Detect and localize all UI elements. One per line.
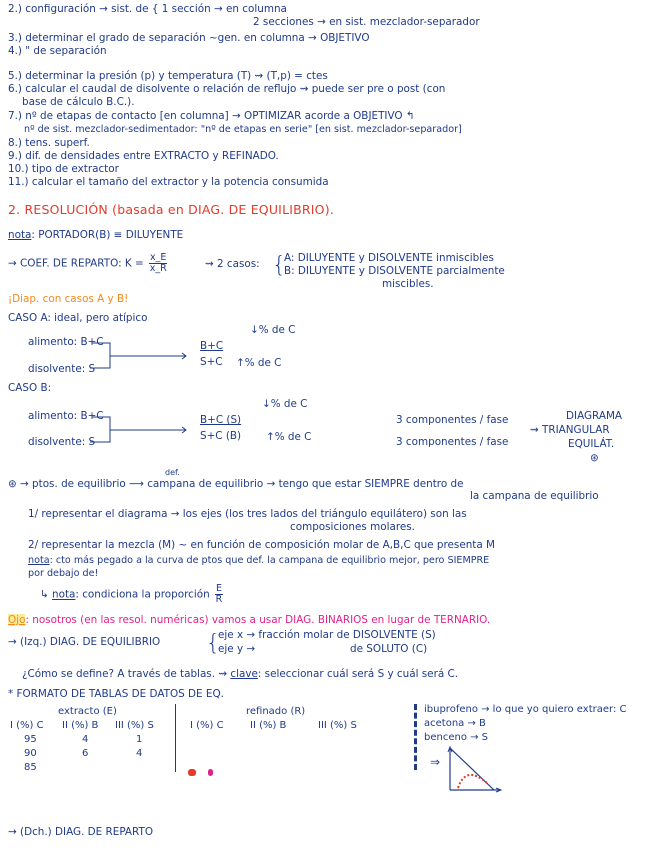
nota-text: : PORTADOR(B) ≡ DILUYENTE xyxy=(31,229,184,241)
step-1: 1/ representar el diagrama → los ejes (los tres lados del triángulo equilátero) son las xyxy=(28,508,467,520)
coef-fraction xyxy=(149,253,167,274)
caso-a-disolvente: disolvente: S xyxy=(28,363,96,375)
caso-a-bot-note: ↑% de C xyxy=(236,357,282,369)
coef-num: x_E xyxy=(150,252,167,263)
star-mark: ⊛ xyxy=(590,452,599,464)
dch-diag: → (Dch.) DIAG. DE REPARTO xyxy=(8,826,154,838)
caso-b-def: B: DILUYENTE y DISOLVENTE parcialmente xyxy=(284,265,505,277)
refinado-header-s: III (%) S xyxy=(318,720,357,731)
row-1-b: 4 xyxy=(82,734,89,745)
caso-b-def2: miscibles. xyxy=(382,278,434,290)
diag-tri-3: EQUILÁT. xyxy=(568,438,615,450)
line-tamano: 11.) calcular el tamaño del extractor y la potencia consumida xyxy=(8,176,329,188)
step-1b: composiciones molares. xyxy=(290,521,415,533)
line-configuracion-b: 2 secciones → en sist. mezclador-separador xyxy=(253,16,480,28)
ojo-text: : nosotros (en las resol. numéricas) vamos a usar DIAG. BINARIOS en lugar de TERNARIO. xyxy=(25,614,491,626)
row-2-s: 4 xyxy=(136,748,143,759)
prop-fraction xyxy=(215,584,223,605)
prop-num: E xyxy=(215,583,222,594)
como-text: ¿Cómo se define? A través de tablas. ⇝ xyxy=(22,668,228,680)
extracto-header-b: II (%) B xyxy=(62,720,99,731)
nota2-label: nota xyxy=(28,555,50,566)
acetona: acetona → B xyxy=(424,718,486,729)
clave-label: clave xyxy=(230,668,258,680)
clave-text: : seleccionar cuál será S y cuál será C. xyxy=(257,668,459,680)
caso-a-top: B+C xyxy=(200,340,224,352)
nota2-text: : cto más pegado a la curva de ptos que def. la campana de equilibrio mejor, pero SIEMPRE xyxy=(49,555,490,566)
refinado-label: refinado (R) xyxy=(246,706,306,717)
caso-b-alimento: alimento: B+C xyxy=(28,410,104,422)
line-etapas-b: nº de sist. mezclador-sedimentador: "nº de etapas en serie" [en sist. mezclador-separador] xyxy=(24,124,462,135)
caso-a-title: CASO A: ideal, pero atípico xyxy=(8,312,148,324)
caso-b-title: CASO B: xyxy=(8,382,52,394)
nota3-text: : condiciona la proporción xyxy=(75,588,210,601)
extracto-header-s: III (%) S xyxy=(115,720,154,731)
caso-b-top-note: ↓% de C xyxy=(262,398,308,410)
caso-b-comp2: 3 componentes / fase xyxy=(396,436,509,448)
coef-label: → COEF. DE REPARTO: K = xyxy=(8,257,144,270)
casos-label: ⇝ 2 casos: xyxy=(205,258,260,270)
red-dot-marker xyxy=(188,769,196,776)
ibuprofeno: ibuprofeno → lo que yo quiero extraer: C xyxy=(424,704,627,715)
extracto-header-c: I (%) C xyxy=(10,720,44,731)
izq-diag: → (Izq.) DIAG. DE EQUILIBRIO xyxy=(8,636,161,648)
prop-den: R xyxy=(215,594,223,605)
step-2: 2/ representar la mezcla (M) ~ en función de composición molar de A,B,C que presenta M xyxy=(28,539,496,551)
line-presion: 5.) determinar la presión (p) y temperatura (T) ⇝ (T,p) = ctes xyxy=(8,70,328,82)
diap-note: ¡Diap. con casos A y B! xyxy=(8,293,129,305)
arrow-icon: ⇒ xyxy=(430,755,441,769)
magenta-dot-marker xyxy=(208,769,213,776)
line-configuracion: 2.) configuración → sist. de { 1 sección → en columna xyxy=(8,3,287,15)
soluto: de SOLUTO (C) xyxy=(350,643,428,655)
caso-b-bot-note: ↑% de C xyxy=(266,431,312,443)
nota-label: nota xyxy=(8,229,32,241)
eq-points-line: ⊛ → ptos. de equilibrio ⟶ campana de equilibrio → tengo que estar SIEMPRE dentro de xyxy=(8,478,464,490)
caso-a-top-note: ↓% de C xyxy=(250,324,296,336)
eq-points-line2: la campana de equilibrio xyxy=(470,490,599,502)
ojo-label: Ojo xyxy=(8,614,26,626)
notes-page: 2.) configuración → sist. de { 1 sección → en columna 2 secciones → en sist. mezclador-separador 3.) determinar el grado de separación ~gen. en columna → OBJETIVO 4.) " de separación 5.) determinar la presión (p) y temperatura (T) ⇝ (T,p) = ctes 6.) calcular el caudal de disolvente o relación de reflujo ⇝ puede ser pre o post (con base de cálculo B.C.). 7.) nº de etapas de contacto [en columna] → OPTIMIZAR acorde a OBJETIVO ↰ nº de sist. mezclador-sedimentador: "nº de etapas en serie" [en sist. mezclador-separador] 8.) tens. superf. 9.) dif. de densidades entre EXTRACTO y REFINADO. 10.) tipo de extractor 11.) calcular el tamaño del extractor y la potencia consumida 2. RESOLUCIÓN (basada en DIAG. DE EQUILIBRIO). nota: PORTADOR(B) ≡ DILUYENTE → COEF. DE REPARTO: K = $\frac{x\_E}{x\_R}$ ⇝ 2 casos: { A: DILUYENTE y DISOLVENTE inmiscibles B: DILUYENTE y DISOLVENTE parcialmente miscibles. ¡Diap. con casos A y B! CASO A: ideal, pero atípico alimento: B+C disolvente: S B+C S+C ↓% de C ↑% de C CASO B: alimento: B+C disolvente: S B+C (S) S+C (B) ↓% de C ↑% de C 3 componentes / fase 3 componentes / fase DIAGRAMA ⇝ TRIANGULAR EQUILÁT. ⊛ ⊛ → ptos. de equilibrio ⟶ campana de equilibrio → tengo que estar SIEMPRE dentro de def. la campana de equilibrio 1/ representar el diagrama → los ejes (los tres lados del triángulo equilátero) son las composiciones molares. 2/ representar la mezcla (M) ~ en función de composición molar de A,B,C que presenta M nota: cto más pegado a la curva de ptos que def. la campana de equilibrio mejor, pero SIEMPRE por debajo de! ↳ nota: condiciona la proporción $\frac{E}{R}$ Ojo: nosotros (en las resol. numéricas) vamos a usar DIAG. BINARIOS en lugar de TERNARIO. → (Izq.) DIAG. DE EQUILIBRIO { eje x → fracción molar de DISOLVENTE (S) eje y → de SOLUTO (C) ¿Cómo se define? A través de tablas. ⇝ clave: seleccionar cuál será S y cuál será C. * FORMATO DE TABLAS DE DATOS DE EQ. extracto (E) I (%) C II (%) B III (%) S 95 4 1 90 6 4 85 refinado (R) I (%) C II (%) B III (%) S ibuprofeno → lo que yo quiero extraer: C acetona → B benceno → S ⇒ → (Dch.) DIAG. DE REPARTO xyxy=(0,0,646,848)
side-divider xyxy=(414,704,417,770)
caso-a-bot: S+C xyxy=(200,356,223,368)
coef-den: x_R xyxy=(149,263,167,274)
row-1-s: 1 xyxy=(136,734,143,745)
diag-tri-1: DIAGRAMA xyxy=(566,410,623,422)
refinado-header-b: II (%) B xyxy=(250,720,287,731)
row-3-c: 85 xyxy=(24,762,37,773)
benceno: benceno → S xyxy=(424,732,489,743)
refinado-header-c: I (%) C xyxy=(190,720,224,731)
formato-title: * FORMATO DE TABLAS DE DATOS DE EQ. xyxy=(8,688,224,700)
eje-y: eje y → xyxy=(218,643,256,655)
caso-a-def: A: DILUYENTE y DISOLVENTE inmiscibles xyxy=(284,252,494,264)
line-caudal: 6.) calcular el caudal de disolvente o relación de reflujo ⇝ puede ser pre o post (con xyxy=(8,83,446,95)
extracto-label: extracto (E) xyxy=(58,706,117,717)
nota2-text-b: por debajo de! xyxy=(28,568,99,579)
eq-def-mark: def. xyxy=(165,468,180,477)
caso-b-top: B+C (S) xyxy=(200,414,242,426)
line-grado: 3.) determinar el grado de separación ~gen. en columna → OBJETIVO xyxy=(8,32,370,44)
caso-a-alimento: alimento: B+C xyxy=(28,336,104,348)
brace-icon: { xyxy=(272,253,286,278)
line-densidades: 9.) dif. de densidades entre EXTRACTO y REFINADO. xyxy=(8,150,279,162)
section-title: 2. RESOLUCIÓN (basada en DIAG. DE EQUILIBRIO). xyxy=(8,202,334,217)
row-2-c: 90 xyxy=(24,748,37,759)
line-etapas: 7.) nº de etapas de contacto [en columna] → OPTIMIZAR acorde a OBJETIVO ↰ xyxy=(8,110,415,122)
line-4: 4.) " de separación xyxy=(8,45,107,57)
caso-a-arrows-icon xyxy=(90,336,198,376)
caso-b-arrows-icon xyxy=(90,410,198,450)
triangle-sketch-icon xyxy=(444,744,504,794)
caso-b-bot: S+C (B) xyxy=(200,430,242,442)
line-tipo: 10.) tipo de extractor xyxy=(8,163,119,175)
caso-b-disolvente: disolvente: S xyxy=(28,436,96,448)
line-caudal-b: base de cálculo B.C.). xyxy=(22,96,135,108)
diag-tri-2: ⇝ TRIANGULAR xyxy=(530,424,610,436)
table-divider xyxy=(175,704,176,772)
eje-x: eje x → fracción molar de DISOLVENTE (S) xyxy=(218,629,436,641)
line-tens: 8.) tens. superf. xyxy=(8,137,90,149)
row-2-b: 6 xyxy=(82,748,89,759)
row-1-c: 95 xyxy=(24,734,37,745)
caso-b-comp1: 3 componentes / fase xyxy=(396,414,509,426)
nota3-label: nota xyxy=(52,588,76,601)
brace-icon-2: { xyxy=(206,631,220,656)
